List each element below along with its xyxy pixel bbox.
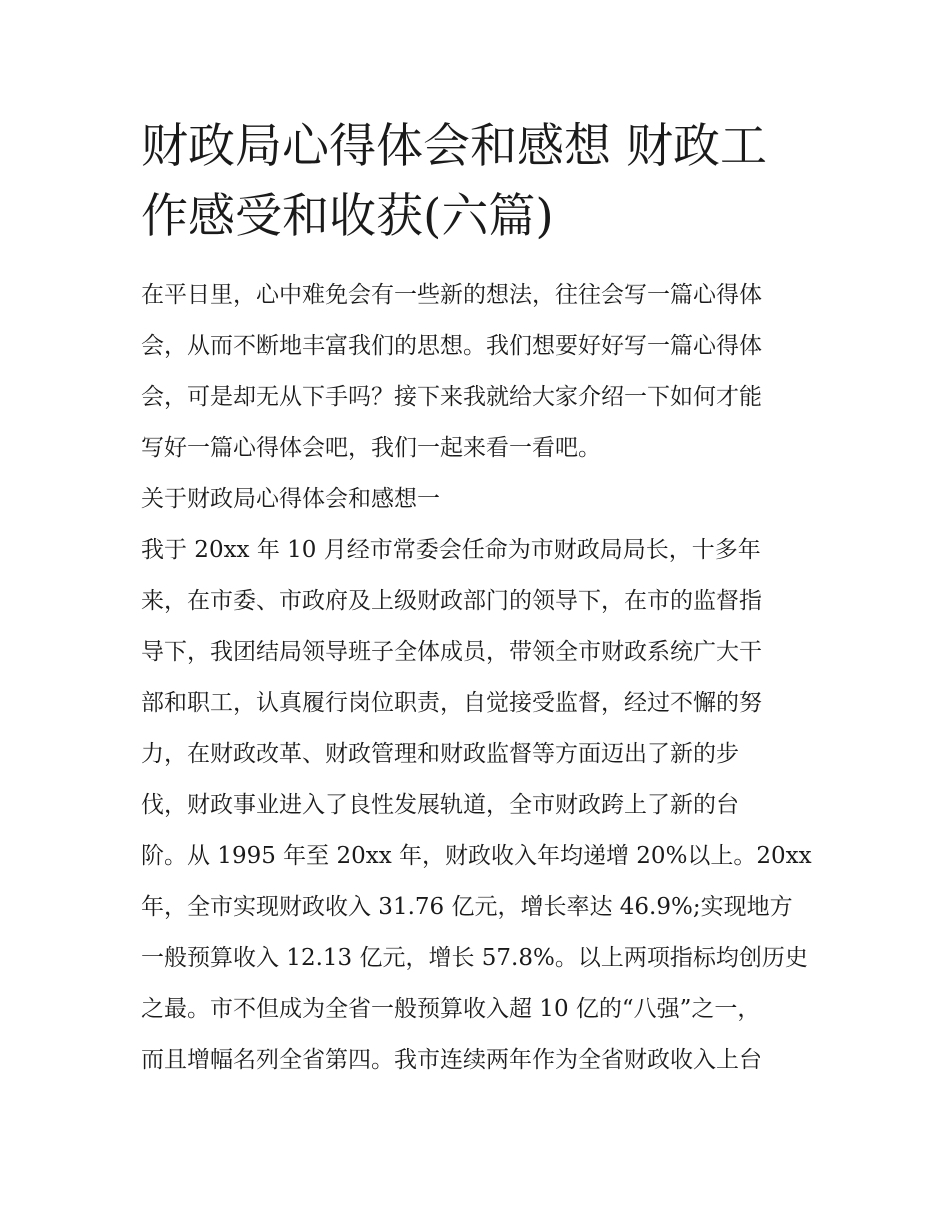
body-line: 之最。市不但成为全省一般预算收入超 10 亿的“八强”之一， bbox=[141, 996, 761, 1022]
body-line: 来，在市委、市政府及上级财政部门的领导下，在市的监督指 bbox=[141, 588, 762, 614]
section-heading: 关于财政局心得体会和感想一 bbox=[141, 486, 440, 512]
intro-line: 会，从而不断地丰富我们的思想。我们想要好好写一篇心得体 bbox=[141, 333, 762, 359]
document-title bbox=[141, 112, 813, 252]
body-line: 年，全市实现财政收入 31.76 亿元，增长率达 46.9%;实现地方 bbox=[141, 894, 793, 920]
body-line: 力，在财政改革、财政管理和财政监督等方面迈出了新的步 bbox=[141, 741, 739, 767]
body-line: 伐，财政事业进入了良性发展轨道，全市财政跨上了新的台 bbox=[141, 792, 739, 818]
body-line: 我于 20xx 年 10 月经市常委会任命为市财政局局长，十多年 bbox=[141, 537, 761, 563]
intro-line: 在平日里，心中难免会有一些新的想法，往往会写一篇心得体 bbox=[141, 282, 762, 308]
body-line: 导下，我团结局领导班子全体成员，带领全市财政系统广大干 bbox=[141, 639, 762, 665]
body-line: 而且增幅名列全省第四。我市连续两年作为全省财政收入上台 bbox=[141, 1047, 762, 1073]
intro-line: 会，可是却无从下手吗？接下来我就给大家介绍一下如何才能 bbox=[141, 384, 762, 410]
title-line-2: 作感受和收获(六篇) bbox=[141, 189, 554, 244]
body-line: 阶。从 1995 年至 20xx 年，财政收入年均递增 20%以上。20xx bbox=[141, 843, 812, 869]
body-line: 部和职工，认真履行岗位职责，自觉接受监督，经过不懈的努 bbox=[141, 690, 762, 716]
intro-paragraph bbox=[141, 270, 813, 474]
title-line-1: 财政局心得体会和感想 财政工 bbox=[141, 119, 767, 174]
document-page bbox=[141, 112, 813, 1086]
body-paragraph bbox=[141, 525, 813, 1086]
intro-line: 写好一篇心得体会吧，我们一起来看一看吧。 bbox=[141, 435, 601, 461]
body-line: 一般预算收入 12.13 亿元，增长 57.8%。以上两项指标均创历史 bbox=[141, 945, 808, 971]
